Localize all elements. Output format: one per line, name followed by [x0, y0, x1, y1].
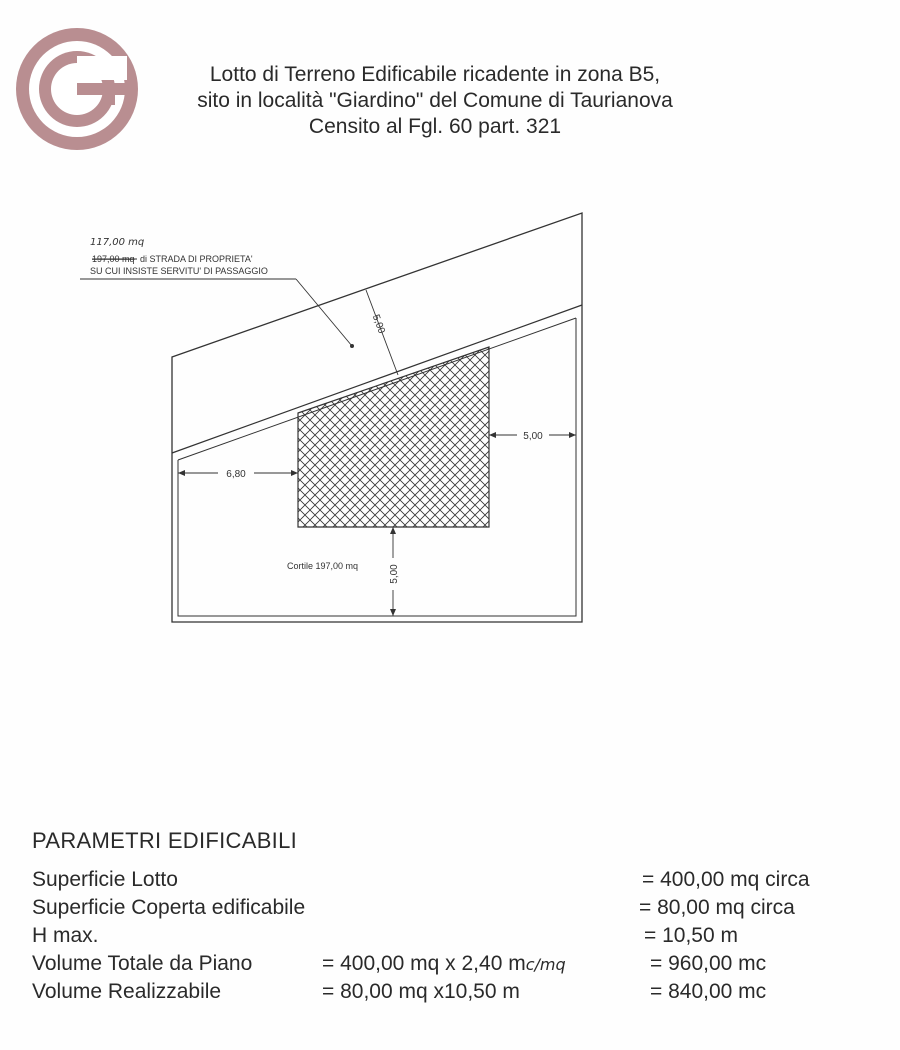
handwritten-unit: c/mq	[525, 955, 566, 974]
param-row	[32, 952, 872, 980]
param-label: Superficie Lotto	[32, 868, 178, 891]
param-row	[32, 980, 872, 1008]
dim-left-label: 6,80	[226, 469, 246, 480]
param-formula	[322, 952, 566, 976]
dim-right-label: 5,00	[523, 431, 543, 442]
param-label: Superficie Coperta edificabile	[32, 896, 306, 919]
param-formula: = 80,00 mq x10,50 m	[322, 980, 520, 1003]
param-value: = 80,00 mq circa	[639, 896, 795, 919]
param-value: = 400,00 mq circa	[642, 868, 810, 891]
param-row	[32, 896, 872, 924]
param-value: = 960,00 mc	[650, 952, 767, 975]
param-formula-text: = 400,00 mq x 2,40 m	[322, 952, 526, 975]
road-note-old-value: 197,00 mq	[92, 254, 135, 264]
road-note-line-1: di STRADA DI PROPRIETA'	[140, 254, 253, 264]
courtyard-label: Cortile 197,00 mq	[287, 561, 359, 571]
param-label: Volume Totale da Piano	[32, 952, 253, 975]
dim-top-label: 5,00	[369, 313, 387, 336]
param-label: Volume Realizzabile	[32, 980, 222, 1003]
param-value: = 840,00 mc	[650, 980, 767, 1003]
dim-bottom-label: 5,00	[389, 564, 400, 584]
title-line-1: Lotto di Terreno Edificabile ricadente in zona B5,	[209, 63, 661, 86]
param-value: = 10,50 m	[644, 924, 738, 947]
buildable-footprint	[298, 347, 489, 527]
title-line-3: Censito al Fgl. 60 part. 321	[308, 115, 562, 138]
param-row	[32, 924, 872, 952]
road-note-line-2: SU CUI INSISTE SERVITU' DI PASSAGGIO	[90, 266, 268, 276]
param-label: H max.	[32, 924, 99, 947]
handwritten-road-area: 117,00 mq	[90, 237, 145, 248]
param-row	[32, 868, 872, 896]
building-parameters	[32, 828, 872, 1008]
title-line-2: sito in località "Giardino" del Comune di Taurianova	[197, 89, 673, 112]
parameters-title: PARAMETRI EDIFICABILI	[32, 828, 298, 853]
